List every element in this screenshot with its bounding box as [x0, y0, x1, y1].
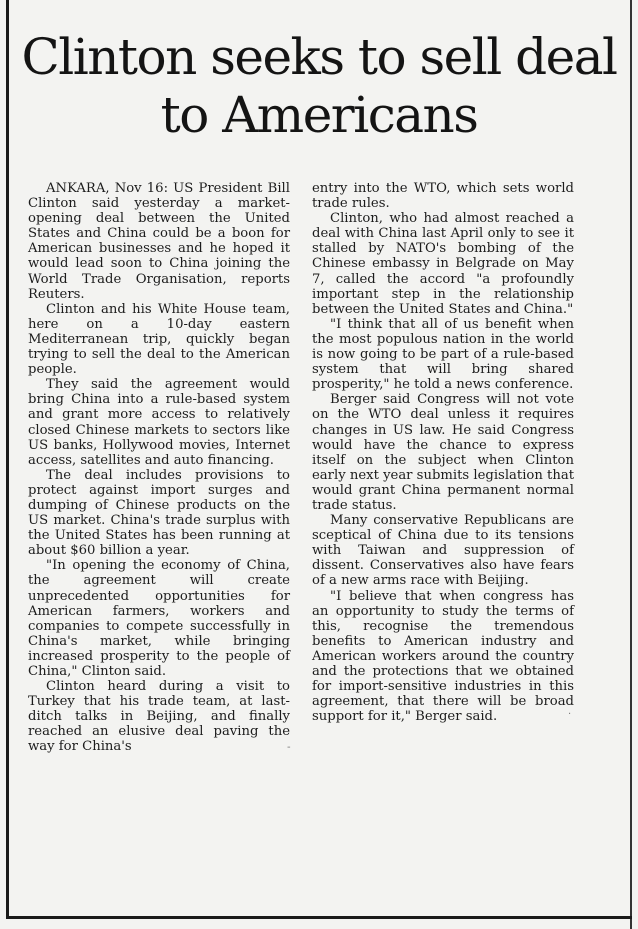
- paragraph: Clinton and his White House team, here on a 10-day eastern Mediterranean trip, quickly began trying to sell the deal to the American people.: [28, 301, 290, 378]
- headline: Clinton seeks to sell deal to Americans: [21, 28, 617, 144]
- bottom-border-rule: [6, 916, 632, 919]
- paragraph: "I think that all of us benefit when the most populous nation in the world is now going to be part of a rule-based system that will bring shared prosperity," he told a news conference.: [312, 316, 574, 393]
- paragraph: "I believe that when congress has an opportunity to study the terms of this, recognise the tremendous benefits to American industry and American workers around the country and the protections that we obtained for import-sensitive industries in this agreement, that there will be broad support for it," Berger said.: [312, 588, 574, 725]
- left-border-rule: [6, 0, 9, 918]
- article-column-1: [28, 181, 290, 755]
- paragraph: Clinton heard during a visit to Turkey that his trade team, at last-ditch talks in Beijing, and finally reached an elusive deal paving the way for China's: [28, 679, 290, 755]
- paragraph: Berger said Congress will not vote on the WTO deal unless it requires changes in US law. He said Congress would have the chance to express itself on the subject when Clinton early next year submits legislation that would grant China permanent normal trade status.: [312, 392, 574, 513]
- clipped-page-fragment: [478, 0, 588, 4]
- paragraph: "In opening the economy of China, the agreement will create unprecedented opportunities for American farmers, workers and companies to compete successfully in China's market, while bringing increased prosperity to the people of China," Clinton said.: [28, 558, 290, 679]
- paragraph: Clinton, who had almost reached a deal with China last April only to see it stalled by NATO's bombing of the Chinese embassy in Belgrade on May 7, called the accord "a profoundly important step in the relationship between the United States and China.": [312, 211, 574, 317]
- paragraph: The deal includes provisions to protect against import surges and dumping of Chinese products on the US market. China's trade surplus with the United States has been running at about $60 billion a year.: [28, 467, 290, 559]
- paragraph: They said the agreement would bring China into a rule-based system and grant more access to relatively closed Chinese markets to sectors like US banks, Hollywood movies, Internet access, satellites and auto financing.: [28, 377, 290, 468]
- paragraph: ANKARA, Nov 16: US President Bill Clinton said yesterday a market-opening deal between the United States and China could be a boon for American businesses and he hoped it would lead soon to China joining the World Trade Organisation, reports Reuters.: [28, 181, 290, 302]
- gutter-speck-mark: -: [287, 742, 291, 753]
- paragraph: Many conservative Republicans are sceptical of China due to its tensions with Taiwan and suppression of dissent. Conservatives also have fears of a new arms race with Beijing.: [312, 513, 574, 589]
- article-column-2: [312, 181, 574, 724]
- paragraph: entry into the WTO, which sets world trade rules.: [312, 181, 574, 212]
- right-border-rule: [630, 0, 632, 929]
- gutter-speck-mark: .: [568, 706, 572, 717]
